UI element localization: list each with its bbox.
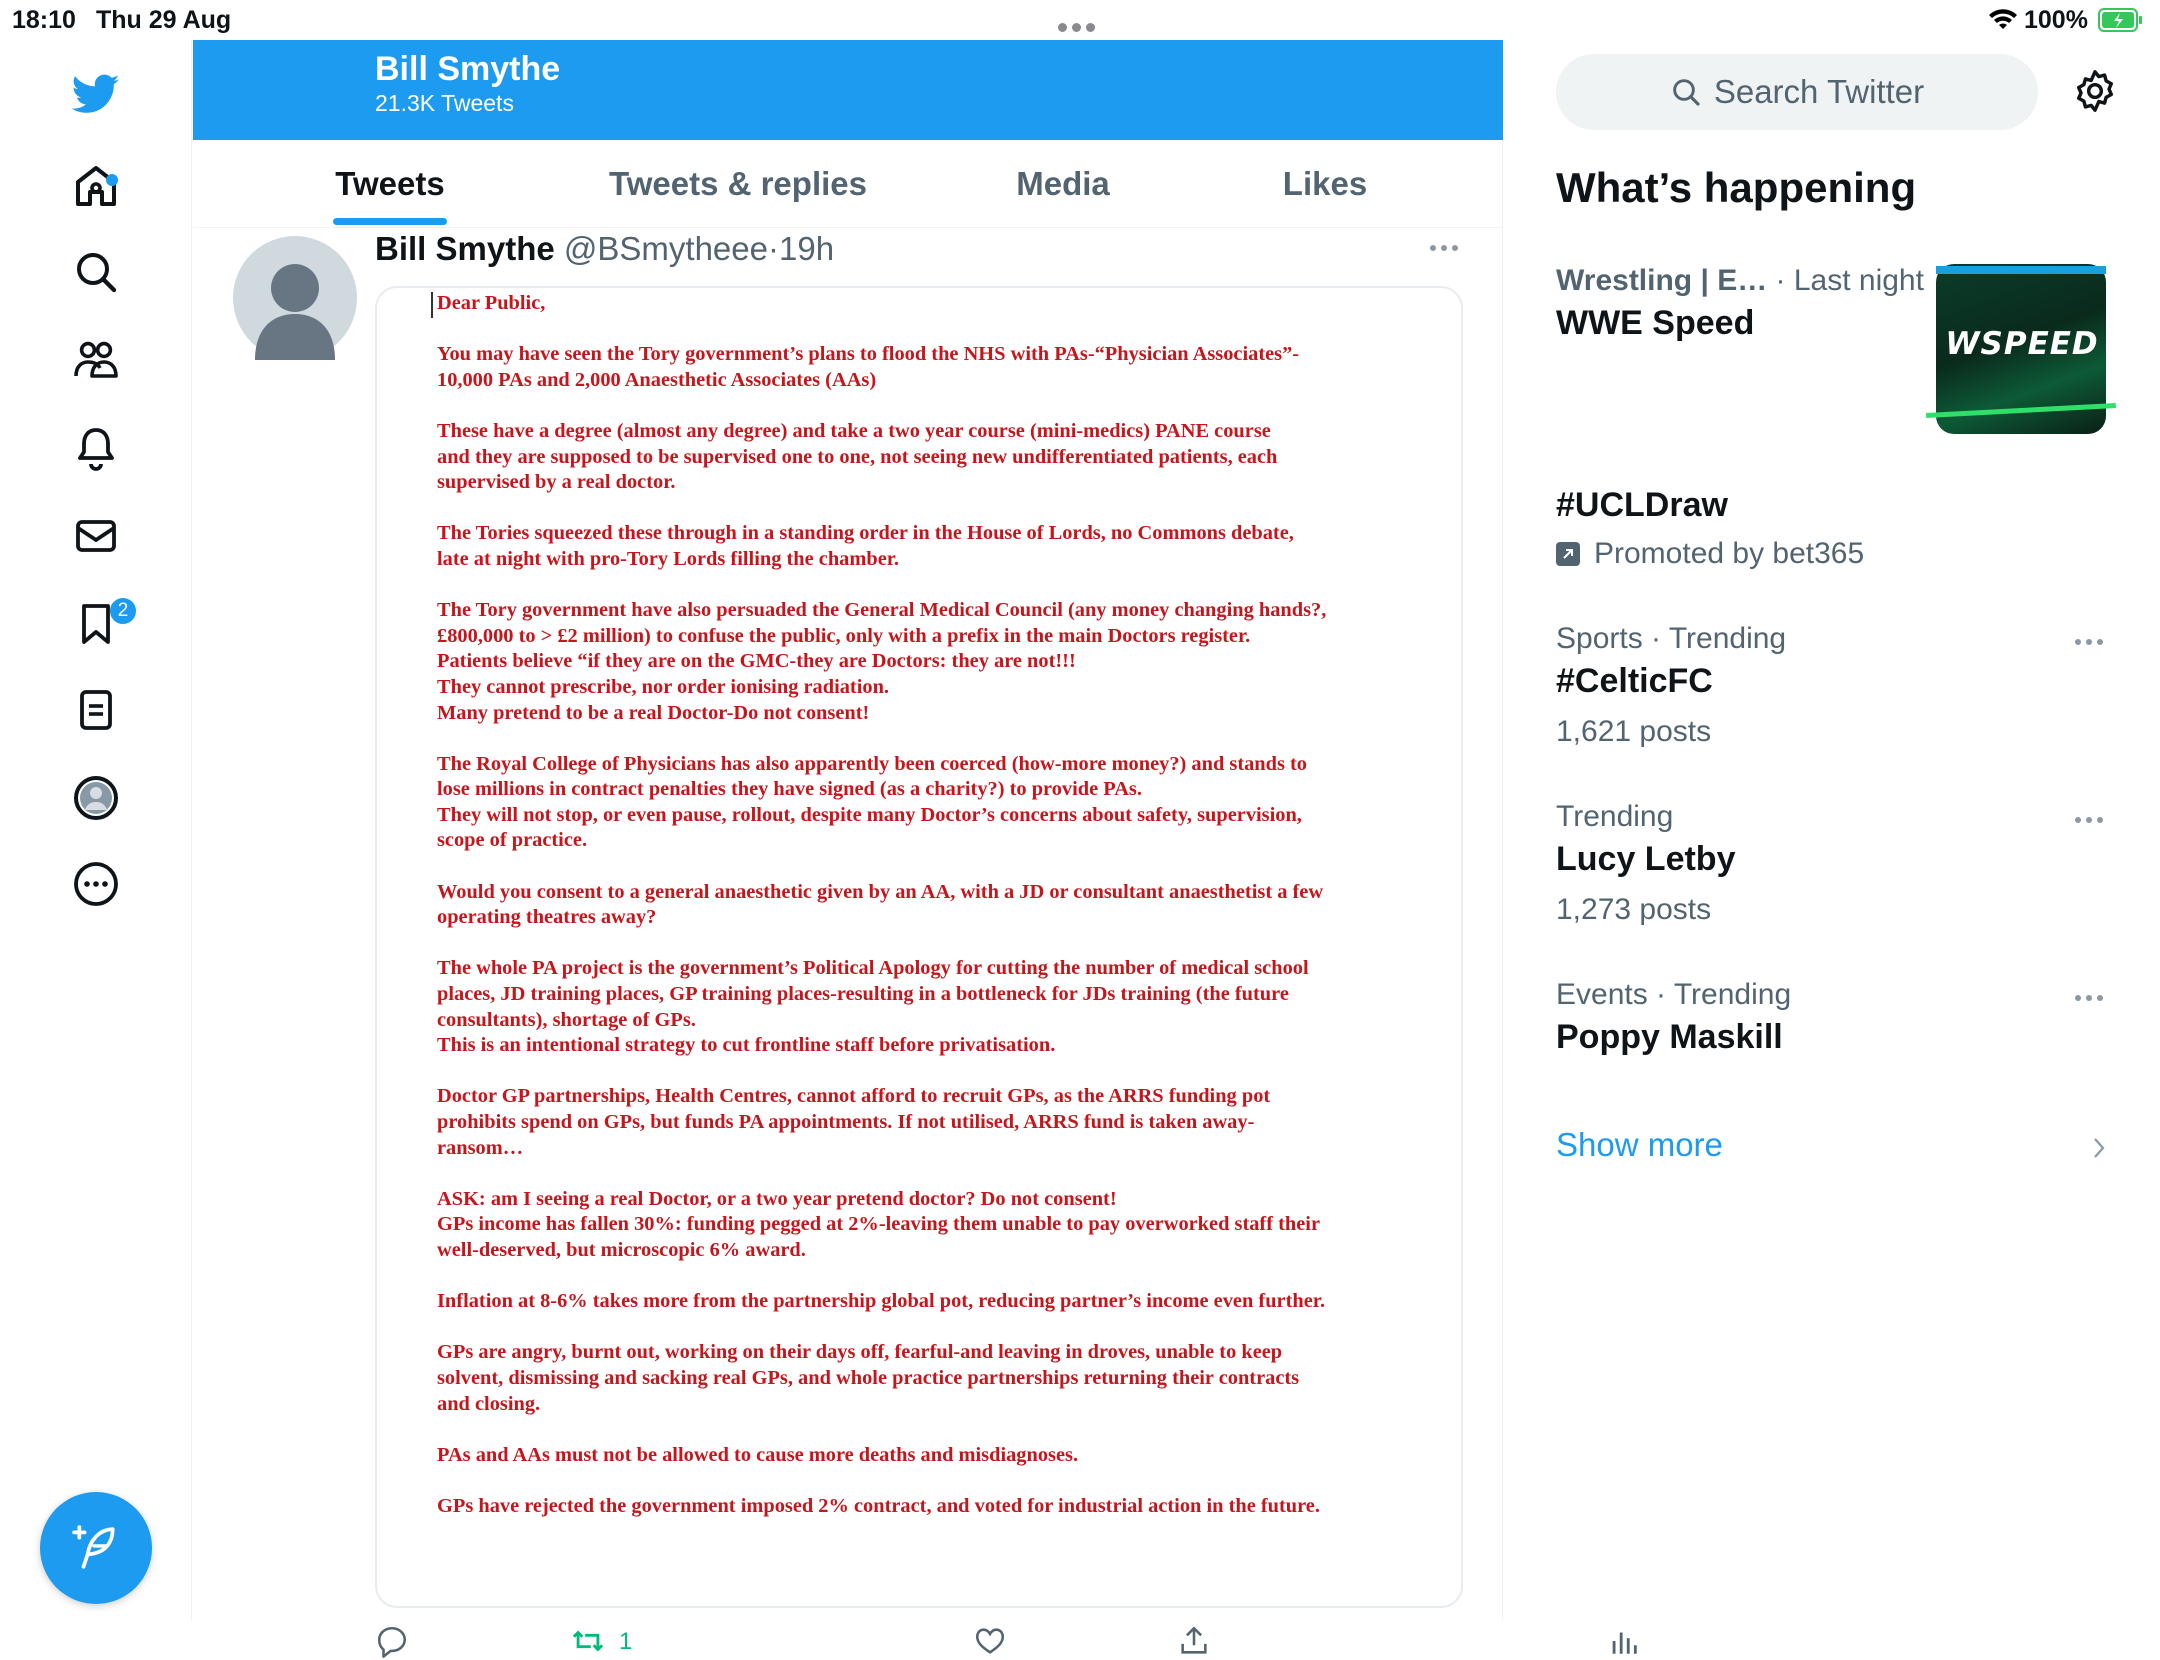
home-icon[interactable] — [68, 158, 124, 214]
profile-tweet-count: 21.3K Tweets — [375, 90, 514, 116]
tweet-header — [375, 230, 834, 268]
trend-title: #CelticFC — [1556, 662, 1713, 700]
bookmark-icon[interactable] — [68, 596, 124, 652]
tweet-time[interactable]: 19h — [778, 230, 835, 267]
tab-tweets-and-replies[interactable]: Tweets & replies — [609, 165, 867, 202]
battery-percent: 100% — [2024, 6, 2088, 34]
analytics-icon — [1607, 1624, 1641, 1658]
trend-post-count: 1,273 posts — [1556, 893, 1712, 926]
trend-category: Events · Trending — [1556, 978, 1792, 1011]
whats-happening-title: What’s happening — [1556, 164, 1917, 211]
letter-paragraph: These have a degree (almost any degree) and take a two year course (mini-medics) PANE course and they are supposed to be supervised one to one, not seeing new undifferentiated patients, each supervised by a real doctor. — [437, 419, 1278, 494]
letter-text — [437, 288, 1447, 1545]
letter-paragraph: GPs are angry, burnt out, working on their days off, fearful-and leaving in droves, unable to keep solvent, dismissing and sacking real GPs, and whole practice partnerships returning their contracts and closing. — [437, 1341, 1300, 1415]
letter-paragraph: GPs have rejected the government imposed 2% contract, and voted for industrial action in the future. — [437, 1494, 1320, 1517]
tab-media[interactable]: Media — [1016, 165, 1110, 202]
trend-category: Sports · Trending — [1556, 622, 1787, 655]
text-cursor — [431, 292, 433, 318]
trend-item-ucldraw[interactable] — [1556, 486, 2116, 571]
mail-icon[interactable] — [68, 508, 124, 564]
bell-icon[interactable] — [68, 420, 124, 476]
trend-category: Trending — [1556, 800, 1674, 833]
search-placeholder: Search Twitter — [1713, 73, 1925, 110]
letter-paragraph: The Tory government have also persuaded the General Medical Council (any money changing hands?, £800,000 to > £2 million) to confuse the public, only with a prefix in the main Doctors register. Patients believe “if they are on the GMC-they are Doctors: they are not!!! They cannot prescribe, nor order ionising radiation. Many pretend to be a real Doctor-Do not consent! — [437, 599, 1327, 724]
main-column — [193, 40, 1503, 1655]
letter-paragraph: Dear Public, — [437, 292, 546, 314]
letter-paragraph: PAs and AAs must not be allowed to cause more deaths and misdiagnoses. — [437, 1443, 1079, 1466]
trend-item-lucy-letby[interactable] — [1556, 800, 2116, 927]
search-input[interactable] — [1556, 54, 2038, 130]
trend-time: · Last night — [1767, 264, 1924, 297]
letter-paragraph: ASK: am I seeing a real Doctor, or a two year pretend doctor? Do not consent! GPs income has fallen 30%: funding pegged at 2%-leaving them unable to pay overworked staff their well-deserved, but microscopic 6% award. — [437, 1187, 1321, 1261]
trend-title: #UCLDraw — [1556, 486, 1728, 524]
trend-item-celticfc[interactable] — [1556, 622, 2116, 749]
communities-icon[interactable] — [68, 332, 124, 388]
tweet-image[interactable] — [375, 286, 1463, 1608]
promoted-icon — [1556, 542, 1580, 566]
search-icon — [1670, 76, 1702, 108]
letter-paragraph: Doctor GP partnerships, Health Centres, cannot afford to recruit GPs, as the ARRS funding pot prohibits spend on GPs, but funds PA appointments. If not utilised, ARRS fund is taken away- ransom… — [437, 1085, 1271, 1159]
share-icon — [1177, 1624, 1211, 1658]
more-icon[interactable] — [68, 856, 124, 912]
chevron-right-icon[interactable] — [2092, 1136, 2106, 1165]
letter-paragraph: You may have seen the Tory government’s plans to flood the NHS with PAs-“Physician Associates”- 10,000 PAs and 2,000 Anaesthetic Associates (AAs) — [437, 343, 1300, 391]
trend-post-count: 1,621 posts — [1556, 715, 1712, 748]
tab-likes[interactable]: Likes — [1282, 165, 1368, 202]
profile-header — [193, 40, 1503, 140]
tab-tweets[interactable]: Tweets — [335, 165, 445, 202]
like-button[interactable] — [973, 1624, 1007, 1658]
letter-paragraph: The whole PA project is the government’s Political Apology for cutting the number of medical school places, JD training places, GP training places-resulting in a bottleneck for JDs training (the future consultants), shortage of GPs. This is an intentional strategy to cut frontline staff before privatisation. — [437, 957, 1309, 1057]
profile-icon[interactable] — [68, 770, 124, 826]
retweet-icon — [571, 1624, 605, 1658]
compose-tweet-button[interactable] — [40, 1492, 152, 1604]
home-unread-dot — [106, 174, 118, 186]
trend-title: Lucy Letby — [1556, 840, 1736, 878]
gear-icon[interactable] — [2072, 68, 2118, 119]
twitter-logo-icon[interactable] — [68, 66, 124, 122]
wifi-icon — [1988, 8, 2018, 39]
tweet-author-name[interactable]: Bill Smythe — [375, 230, 555, 267]
thumbnail-logo-text: WSPEED — [1945, 326, 2099, 362]
retweet-count: 1 — [619, 1628, 633, 1655]
status-date: Thu 29 Aug — [96, 6, 232, 34]
avatar[interactable] — [233, 236, 357, 360]
trend-category: Wrestling | E… — [1556, 264, 1768, 297]
reply-icon — [375, 1624, 409, 1658]
multitasking-dots-icon[interactable] — [1058, 10, 1104, 30]
trend-title: WWE Speed — [1556, 304, 1755, 342]
retweet-button[interactable] — [571, 1624, 632, 1658]
show-more-link[interactable]: Show more — [1556, 1126, 1723, 1163]
active-tab-indicator — [333, 218, 447, 225]
trend-more-icon[interactable] — [2074, 990, 2104, 1008]
promoted-by-text: Promoted by bet365 — [1594, 537, 1865, 570]
reply-button[interactable] — [375, 1624, 409, 1658]
profile-name: Bill Smythe — [375, 50, 561, 88]
profile-tabs — [193, 140, 1503, 228]
trend-more-icon[interactable] — [2074, 634, 2104, 652]
lists-icon[interactable] — [68, 682, 124, 738]
left-navigation — [0, 40, 192, 1620]
letter-paragraph: Would you consent to a general anaesthetic given by an AA, with a JD or consultant anaesthetist a few operating theatres away? — [437, 880, 1324, 929]
trend-thumbnail[interactable] — [1936, 264, 2106, 434]
analytics-button[interactable] — [1607, 1624, 1641, 1658]
status-time: 18:10 — [12, 6, 76, 34]
letter-paragraph: Inflation at 8-6% takes more from the partnership global pot, reducing partner’s income even further. — [437, 1290, 1326, 1313]
trend-more-icon[interactable] — [2074, 812, 2104, 830]
status-bar — [0, 0, 2160, 40]
right-sidebar — [1504, 40, 2160, 1620]
default-avatar-icon — [233, 236, 357, 360]
feather-plus-icon — [71, 1523, 121, 1573]
tweet-handle[interactable]: @BSmytheee — [563, 230, 768, 267]
share-button[interactable] — [1177, 1624, 1211, 1658]
notification-badge: 2 — [108, 596, 138, 626]
letter-paragraph: The Royal College of Physicians has also apparently been coerced (how-more money?) and stands to lose millions in contract penalties they have signed (as a charity?) to provide PAs. They will not stop, or even pause, rollout, despite many Doctor’s concerns about safety, supervision, scope of practice. — [437, 752, 1308, 852]
tweet-separator: · — [767, 230, 779, 267]
letter-paragraph: The Tories squeezed these through in a standing order in the House of Lords, no Commons debate, late at night with pro-Tory Lords filling the chamber. — [437, 522, 1294, 570]
trend-title: Poppy Maskill — [1556, 1018, 1783, 1056]
promoted-label — [1556, 537, 2116, 571]
battery-icon — [2098, 8, 2144, 39]
search-icon[interactable] — [68, 244, 124, 300]
tweet-more-icon[interactable] — [1429, 240, 1459, 258]
tweet-actions — [375, 1624, 1475, 1660]
heart-icon — [973, 1624, 1007, 1658]
trend-item-poppy-maskill[interactable] — [1556, 978, 2116, 1057]
